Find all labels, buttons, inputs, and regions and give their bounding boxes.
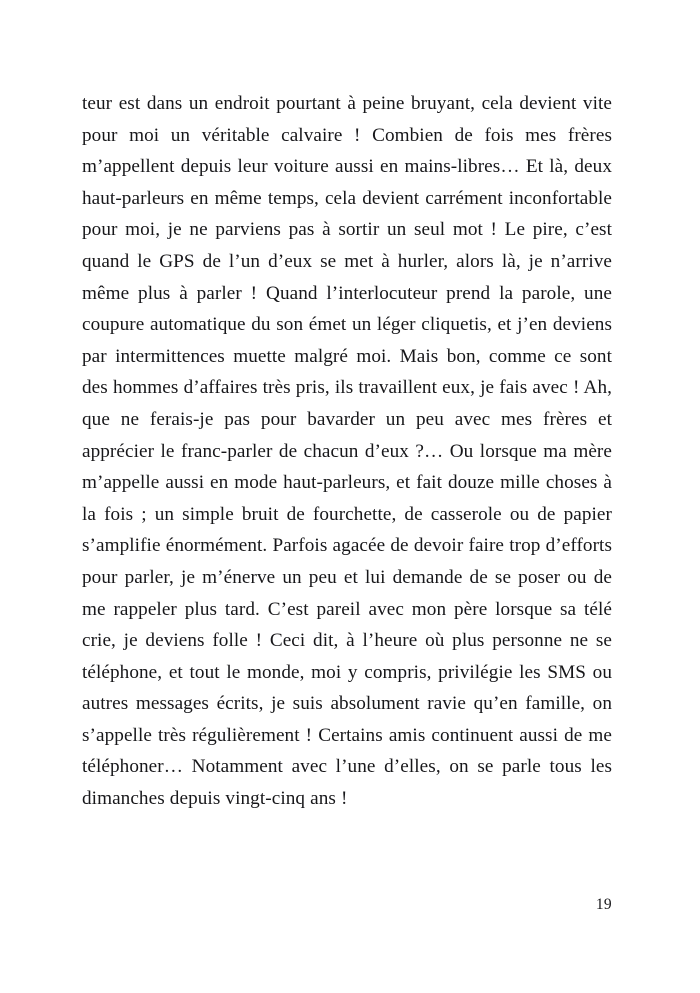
page-number: 19	[595, 896, 612, 913]
page-text-block	[82, 88, 612, 815]
body-paragraph: teur est dans un endroit pourtant à peine bruyant, cela devient vite pour moi un véritable calvaire ! Combien de fois mes frères m’appellent depuis leur voiture aussi en mains-libres… Et là, deux haut-parleurs en même temps, cela devient carrément inconfortable pour moi, je ne parviens pas à sortir un seul mot ! Le pire, c’est quand le GPS de l’un d’eux se met à hurler, alors là, je n’arrive même plus à parler ! Quand l’interlocuteur prend la parole, une coupure automatique du son émet un léger cliquetis, et j’en deviens par intermittences muette malgré moi. Mais bon, comme ce sont des hommes d’affaires très pris, ils travaillent eux, je fais avec ! Ah, que ne ferais-je pas pour bavarder un peu avec mes frères et apprécier le franc-parler de chacun d’eux ?… Ou lorsque ma mère m’appelle aussi en mode haut-parleurs, et fait douze mille choses à la fois ; un simple bruit de fourchette, de casserole ou de papier s’amplifie énormément. Parfois agacée de devoir faire trop d’efforts pour parler, je m’énerve un peu et lui demande de se poser ou de me rappeler plus tard. C’est pareil avec mon père lorsque sa télé crie, je deviens folle ! Ceci dit, à l’heure où plus personne ne se téléphone, et tout le monde, moi y compris, privilégie les SMS ou autres messages écrits, je suis absolument ravie qu’en famille, on s’appelle très régulièrement ! Certains amis continuent aussi de me téléphoner… Notamment avec l’une d’elles, on se parle tous les dimanches depuis vingt-cinq ans !	[82, 93, 612, 810]
